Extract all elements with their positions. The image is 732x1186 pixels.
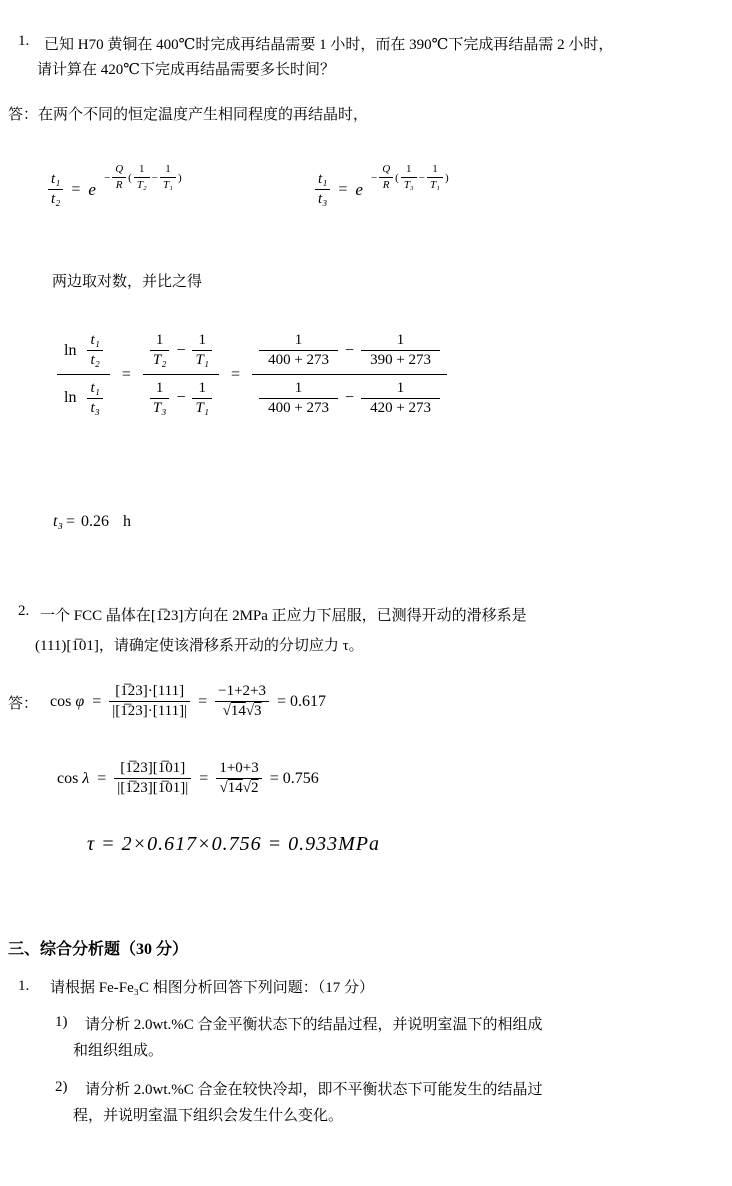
answer-1-intro-text: 在两个不同的恒定温度产生相同程度的再结晶时， [38,107,369,123]
mid-numerator [143,327,219,374]
denominator: 420 + 273 [361,398,440,419]
cos-operator: cos [57,770,79,787]
denominator: t₂ [48,189,63,210]
minus-sign: − [176,389,186,407]
question-1-number: 1. [18,33,30,49]
denominator: T₃ [150,398,170,419]
minus-sign: − [176,341,186,359]
answer-1-intro [8,103,368,128]
fraction-1-T2 [134,163,150,192]
sub-question-2-text [73,1077,713,1129]
fraction-1-over-400-273 [259,331,338,370]
radicand-14: 14 [230,703,246,720]
question-2-text [35,601,727,661]
t3-result [53,513,131,531]
denominator: t₃ [315,189,330,210]
fraction-1-over-400-273 [259,379,338,418]
fraction-1-T1 [192,379,212,418]
numerator: −1+2+3 [218,683,267,700]
euler-e: e [88,180,96,199]
denominator: T₂ [134,177,150,192]
fraction-1-T3 [150,379,170,418]
cos-operator: cos [50,693,72,710]
minus-sign: − [418,171,425,184]
sub-question-1-text [73,1012,713,1064]
section-heading: 三、综合分析题（30 分） [8,941,189,958]
cos-phi-result: = 0.617 [277,693,327,710]
mid-fraction [143,327,219,423]
numerator: t₁ [318,171,328,188]
equals-sign: = [199,770,209,787]
numerator: 1 [198,332,206,348]
sub-question-2-number: 2) [55,1079,68,1095]
cos-phi-equation [50,678,326,726]
radicand-3: 3 [254,703,262,720]
fraction-1-T1 [160,163,176,192]
denominator [215,701,269,722]
equals-sign: = [198,693,208,710]
section-item-1-text: 请根据 Fe-Fe₃C 相图分析回答下列问题：（17 分） [50,980,374,996]
denominator: T₁ [192,350,212,371]
log-note: 两边取对数，并比之得 [52,274,203,290]
fraction-1-over-420-273 [361,379,440,418]
equation-t1-over-t3 [315,158,449,222]
rhs-numerator [252,327,447,374]
equation-t1-over-t2 [48,158,182,222]
lhs-numerator [57,327,110,374]
minus-sign: − [151,171,158,184]
numerator: Q [382,163,391,176]
denominator: T₃ [401,177,417,192]
tau-equation: τ = 2×0.617×0.756 = 0.933MPa [87,833,381,855]
numerator: 1 [165,163,171,176]
minus-sign: − [345,389,355,407]
numerator: 1 [198,380,206,397]
numerator: Q [115,163,124,176]
equals-sign: = [71,181,81,198]
numerator: 1 [432,163,438,176]
denominator: 400 + 273 [259,350,338,371]
answer-label: 答： [8,107,39,123]
minus-sign: − [345,341,355,359]
minus-sign: − [103,171,111,184]
question-1-text [37,33,727,83]
numerator: 1 [294,380,303,397]
denominator: T₁ [192,398,212,419]
numerator: 1+0+3 [219,760,259,777]
exponent [104,163,182,192]
numerator: 1 [396,380,405,397]
fraction-1-T1 [192,331,212,370]
denominator: R [379,177,393,192]
open-paren: ( [395,171,399,184]
sub-question-2-line2: 程，并说明室温下组织会发生什么变化。 [73,1108,344,1124]
denominator: |[1̅23]·[111]| [109,701,190,722]
question-2-line1: 一个 FCC 晶体在[1̅23]方向在 2MPa 正应力下屈服，已测得开动的滑移系是 [40,608,527,624]
cos-lambda-result: = 0.756 [269,770,319,787]
denominator: t₃ [87,398,102,419]
t3-symbol: t₃ [53,513,64,530]
answer-2-label: 答： [8,696,39,712]
section-item-1-number: 1. [18,978,30,994]
ln-operator: ln [64,341,77,359]
numeric-fraction [216,759,261,798]
sqrt-sign: √ [242,780,252,797]
denominator: t₂ [87,350,102,371]
exponent [371,163,449,192]
numerator: 1 [155,332,164,348]
question-1-line2: 请计算在 420℃下完成再结晶需要多长时间？ [37,62,336,78]
fraction-1-T1 [427,163,443,192]
sub-question-1-line1: 请分析 2.0wt.%C 合金平衡状态下的结晶过程，并说明室温下的相组成 [85,1017,543,1033]
lhs-denominator [57,374,110,422]
rhs-denominator [252,374,447,422]
direction-cosine-fraction [109,682,190,721]
minus-sign: − [370,171,378,184]
ln-operator: ln [64,389,77,407]
t3-unit: h [123,513,132,530]
numerator: [1̅23]·[111] [115,683,185,700]
sub-question-1-line2: 和组织组成。 [73,1043,164,1059]
fraction-Q-R [379,163,393,192]
denominator: T₁ [427,177,443,192]
numerator: [1̅23][1̅01] [120,760,186,777]
question-2-line2: (111)[1̅01]，请确定使该滑移系开动的分切应力 τ。 [35,638,364,654]
denominator: |[1̅23][1̅01]| [114,778,191,799]
close-paren: ) [444,171,449,184]
rhs-fraction [252,327,447,423]
question-2-number: 2. [18,603,30,619]
numerator: 1 [294,332,303,348]
phi-symbol: φ [75,693,85,710]
close-paren: ) [177,171,182,184]
question-1-line1: 已知 H70 黄铜在 400℃时完成再结晶需要 1 小时，而在 390℃下完成再结晶需 2 小时， [44,37,614,53]
sub-question-2-line1: 请分析 2.0wt.%C 合金在较快冷却，即不平衡状态下可能发生的结晶过 [85,1082,543,1098]
lambda-symbol: λ [82,770,90,787]
sqrt-sign: √ [245,703,255,720]
fraction-t1-t3 [87,379,102,418]
fraction-t1-t2 [48,170,63,209]
fraction-1-T3 [401,163,417,192]
denominator [216,778,261,799]
cos-lambda-equation [57,755,319,803]
numerator: 1 [155,380,164,397]
denominator: R [112,177,126,192]
t3-value: 0.26 [81,513,110,530]
equals-sign: = [121,365,131,383]
numerator: 1 [139,163,145,176]
numerator: t₁ [90,332,100,348]
fraction-t1-t2 [87,331,102,370]
equals-sign: = [97,770,107,787]
equals-sign: = [92,693,102,710]
fraction-1-over-390-273 [361,331,440,370]
lhs-fraction [57,327,110,423]
equals-sign: = [231,365,241,383]
fraction-Q-R [112,163,126,192]
equals-sign: = [66,513,76,530]
denominator: T₁ [160,177,176,192]
radicand-2: 2 [251,780,259,797]
fraction-t1-t3 [315,170,330,209]
numerator: 1 [406,163,412,176]
main-equation [57,327,447,423]
direction-cosine-fraction [114,759,191,798]
equals-sign: = [338,181,348,198]
mid-denominator [143,374,219,422]
radicand-14: 14 [227,780,243,797]
numerator: 1 [396,332,405,348]
numerator: t₁ [51,171,61,188]
sqrt-sign: √ [219,780,228,797]
denominator: 390 + 273 [361,350,440,371]
denominator: T₂ [150,350,170,371]
numerator: t₁ [90,380,100,397]
open-paren: ( [128,171,132,184]
sub-question-1-number: 1) [55,1014,68,1030]
euler-e: e [355,180,363,199]
fraction-1-T2 [150,331,170,370]
numeric-fraction [215,682,269,721]
sqrt-sign: √ [222,703,231,720]
denominator: 400 + 273 [259,398,338,419]
